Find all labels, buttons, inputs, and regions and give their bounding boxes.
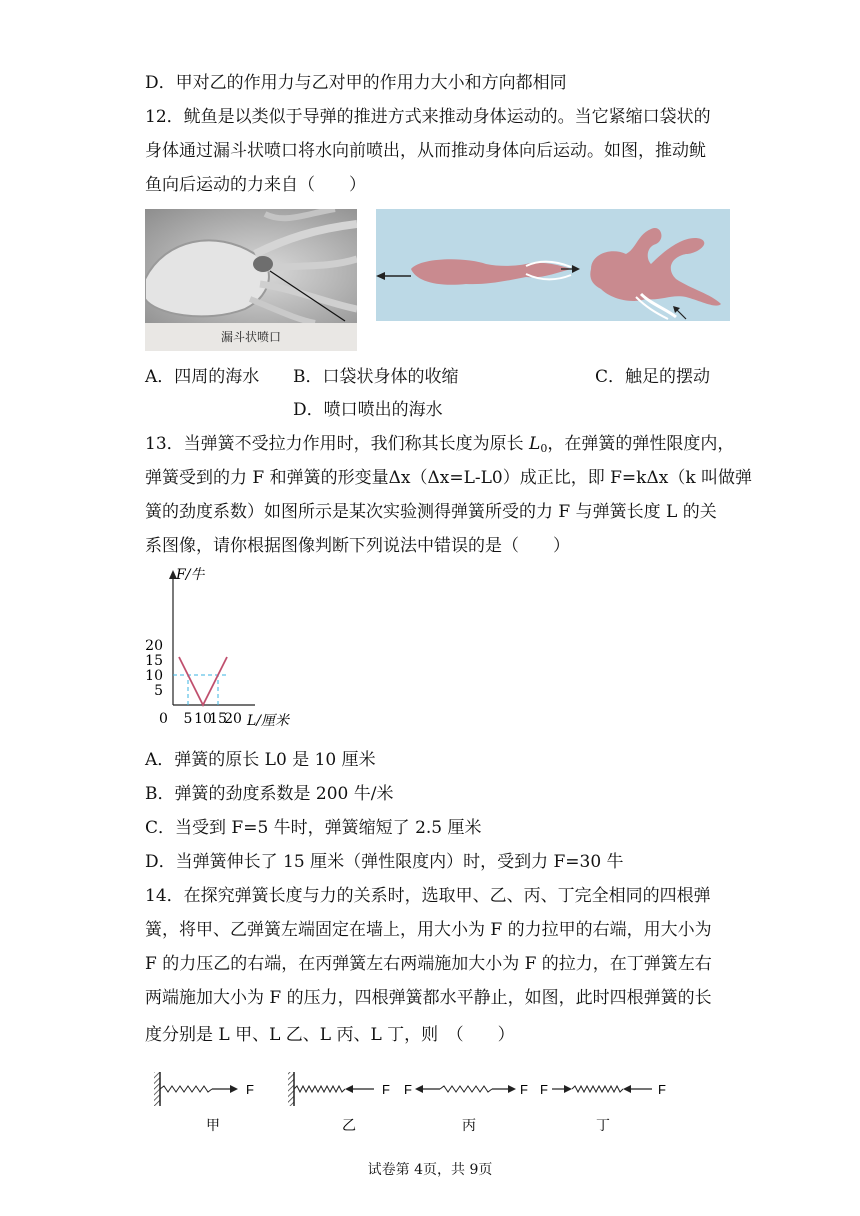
- q13-option-d: D．当弹簧伸长了 15 厘米（弹性限度内）时，受到力 F=30 牛: [145, 852, 624, 872]
- force-label-ding-right: F: [658, 1082, 666, 1097]
- squid-diagram: [376, 209, 730, 321]
- y-tick-label: 5: [154, 683, 163, 699]
- q14-line-5: 度分别是 L 甲、L 乙、L 丙、L 丁，则 （ ）: [145, 1025, 515, 1045]
- q12-line-3: 鱼向后运动的力来自（ ）: [145, 175, 366, 195]
- origin-label: 0: [159, 711, 168, 727]
- spring-label-ding: 丁: [596, 1118, 610, 1134]
- spring-label-jia: 甲: [206, 1118, 220, 1134]
- q13-line-1-sub: 0: [540, 442, 548, 455]
- spring-label-yi: 乙: [342, 1118, 356, 1134]
- x-axis-label: L/厘米: [247, 713, 290, 729]
- q11-option-d: [145, 73, 567, 93]
- q13-line-1-symbol: L: [529, 434, 541, 454]
- q12-option-b: B．口袋状身体的收缩: [293, 367, 459, 387]
- q14-line-2: 簧，将甲、乙弹簧左端固定在墙上，用大小为 F 的力拉甲的右端，用大小为: [145, 920, 712, 940]
- q13-line-2: 弹簧受到的力 F 和弹簧的形变量Δx（Δx=L-L0）成正比，即 F=kΔx（k 叫做弹: [145, 468, 753, 488]
- squid-photo: [145, 209, 357, 323]
- force-label-ding-left: F: [540, 1082, 548, 1097]
- x-tick-label: 15: [209, 711, 227, 727]
- photo-caption: 漏斗状喷口: [145, 323, 357, 351]
- springs-figure: [150, 1070, 680, 1140]
- spring-label-bing: 丙: [462, 1118, 476, 1134]
- spring-bing: [404, 1082, 528, 1134]
- q12-line-2: 身体通过漏斗状喷口将水向前喷出，从而推动身体向后运动。如图，推动鱿: [145, 141, 706, 161]
- force-label-bing-right: F: [520, 1082, 528, 1097]
- spring-jia: [154, 1072, 254, 1134]
- q13-option-a: A．弹簧的原长 L0 是 10 厘米: [145, 750, 376, 770]
- y-axis-label: F/牛: [176, 567, 205, 583]
- q13-line-1: [145, 434, 734, 459]
- y-tick-label: 10: [145, 668, 163, 684]
- q12-option-a: A．四周的海水: [145, 367, 260, 387]
- x-tick-label: 5: [183, 711, 193, 727]
- force-label-yi: F: [382, 1082, 390, 1097]
- spring-yi: [288, 1072, 390, 1134]
- x-tick-label: 20: [224, 711, 242, 727]
- q11-option-d-prefix: D．: [145, 73, 176, 93]
- q13-option-b: B．弹簧的劲度系数是 200 牛/米: [145, 784, 394, 804]
- spring-ding: [540, 1082, 666, 1134]
- page-footer: 试卷第 4页，共 9页: [367, 1162, 493, 1178]
- q14-line-4: 两端施加大小为 F 的压力，四根弹簧都水平静止，如图，此时四根弹簧的长: [145, 988, 712, 1008]
- q12-line-1: 12．鱿鱼是以类似于导弹的推进方式来推动身体运动的。当它紧缩口袋状的: [145, 107, 711, 127]
- q14-line-3: F 的力压乙的右端，在丙弹簧左右两端施加大小为 F 的拉力，在丁弹簧左右: [145, 954, 712, 974]
- y-tick-label: 15: [145, 653, 163, 669]
- q14-line-1: 14．在探究弹簧长度与力的关系时，选取甲、乙、丙、丁完全相同的四根弹: [145, 886, 711, 906]
- q12-option-d: D．喷口喷出的海水: [293, 400, 443, 420]
- force-label-bing-left: F: [404, 1082, 412, 1097]
- q13-option-c: C．当受到 F=5 牛时，弹簧缩短了 2.5 厘米: [145, 818, 482, 838]
- q13-line-3: 簧的劲度系数）如图所示是某次实验测得弹簧所受的力 F 与弹簧长度 L 的关: [145, 502, 717, 522]
- q13-line-4: 系图像，请你根据图像判断下列说法中错误的是（ ）: [145, 536, 570, 556]
- force-length-chart: [135, 565, 365, 735]
- q13-line-1-a: 13．当弹簧不受拉力作用时，我们称其长度为原长: [145, 434, 530, 454]
- y-tick-label: 20: [145, 638, 163, 654]
- force-label-jia: F: [246, 1082, 254, 1097]
- series-line: [179, 657, 227, 705]
- q12-option-c: C．触足的摆动: [595, 367, 711, 387]
- q13-line-1-b: ，在弹簧的弹性限度内，: [547, 434, 735, 454]
- q11-option-d-text: 甲对乙的作用力与乙对甲的作用力大小和方向都相同: [175, 73, 567, 93]
- x-tick-label: 10: [194, 711, 212, 727]
